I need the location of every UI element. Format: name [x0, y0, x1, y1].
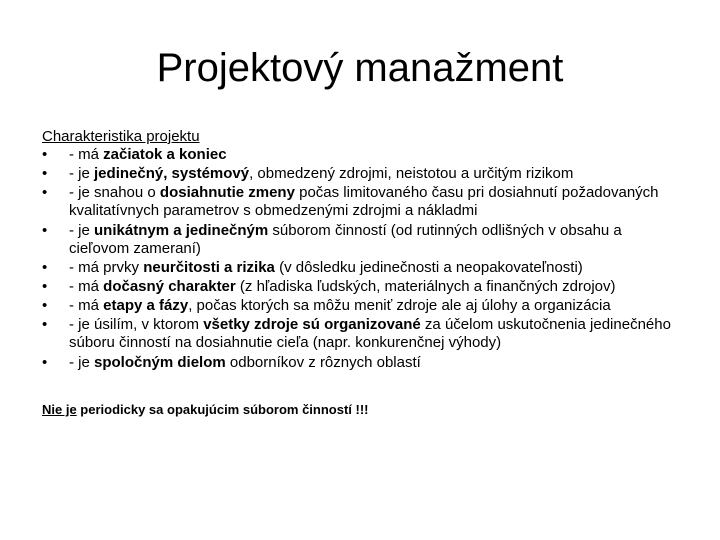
emphasis-text: dosiahnutie zmeny [159, 184, 295, 202]
list-item [42, 259, 672, 277]
emphasis-text: začiatok a koniec [103, 146, 227, 163]
emphasis-text: jedinečný, systémový [94, 165, 250, 183]
emphasis-text: spoločným dielom [94, 353, 226, 371]
list-item [42, 316, 672, 352]
bullet-glyph: • [42, 277, 48, 295]
item-text: počas limitovaného času pri dosiahnutí požadovaných kvalitatívnych parametrov s obmedzenými zdrojmi a nákladmi [69, 184, 659, 220]
slide-title: Projektový manažment [156, 46, 564, 90]
footer-note [42, 401, 369, 419]
emphasis-text: etapy a fázy [103, 297, 189, 315]
footer-underlined-text: Nie je [42, 402, 77, 417]
list-item [42, 146, 672, 164]
item-text: odborníkov z rôznych oblastí [225, 353, 421, 371]
bullet-glyph: • [42, 221, 48, 239]
bullet-glyph: • [42, 258, 48, 276]
characteristics-list [42, 146, 672, 372]
item-text: - je [69, 353, 95, 371]
item-text: - má [69, 297, 104, 315]
list-item [42, 165, 672, 183]
item-text: , počas ktorých sa môžu meniť zdroje ale aj úlohy a organizácia [188, 297, 611, 315]
emphasis-text: dočasný charakter [103, 277, 236, 295]
item-text: , obmedzený zdrojmi, neistotou a určitým rizikom [249, 165, 574, 183]
bullet-glyph: • [42, 297, 48, 315]
item-text: - má [69, 277, 104, 295]
footer-text: periodicky sa opakujúcim súborom činností !!! [76, 402, 369, 417]
item-text: - má prvky [69, 258, 144, 276]
item-text: - je [69, 221, 95, 239]
item-text: - je snahou o [69, 184, 160, 202]
list-item [42, 297, 672, 315]
list-item [42, 354, 672, 372]
bullet-glyph: • [42, 184, 48, 202]
emphasis-text: neurčitosti a rizika [143, 258, 275, 276]
bullet-glyph: • [42, 353, 48, 371]
item-text: - je úsilím, v ktorom [69, 316, 204, 334]
bullet-glyph: • [42, 165, 48, 183]
item-text: - má [69, 146, 104, 163]
slide-content [42, 127, 672, 373]
item-text: (v dôsledku jedinečnosti a neopakovateľnosti) [274, 258, 583, 276]
list-item [42, 222, 672, 258]
emphasis-text: unikátnym a jedinečným [94, 221, 269, 239]
emphasis-text: všetky zdroje sú organizované [203, 316, 421, 334]
item-text: (z hľadiska ľudských, materiálnych a finančných zdrojov) [235, 277, 616, 295]
item-text: za účelom uskutočnenia jedinečného súboru činností na dosiahnutie cieľa (napr. konkurenčnej výhody) [69, 316, 671, 352]
bullet-glyph: • [42, 316, 48, 334]
section-heading: Charakteristika projektu [42, 128, 200, 145]
list-item [42, 278, 672, 296]
bullet-glyph: • [42, 146, 48, 163]
list-item [42, 184, 672, 220]
item-text: - je [69, 165, 95, 183]
item-text: súborom činností (od rutinných odlišných v obsahu a cieľovom zameraní) [69, 221, 622, 257]
